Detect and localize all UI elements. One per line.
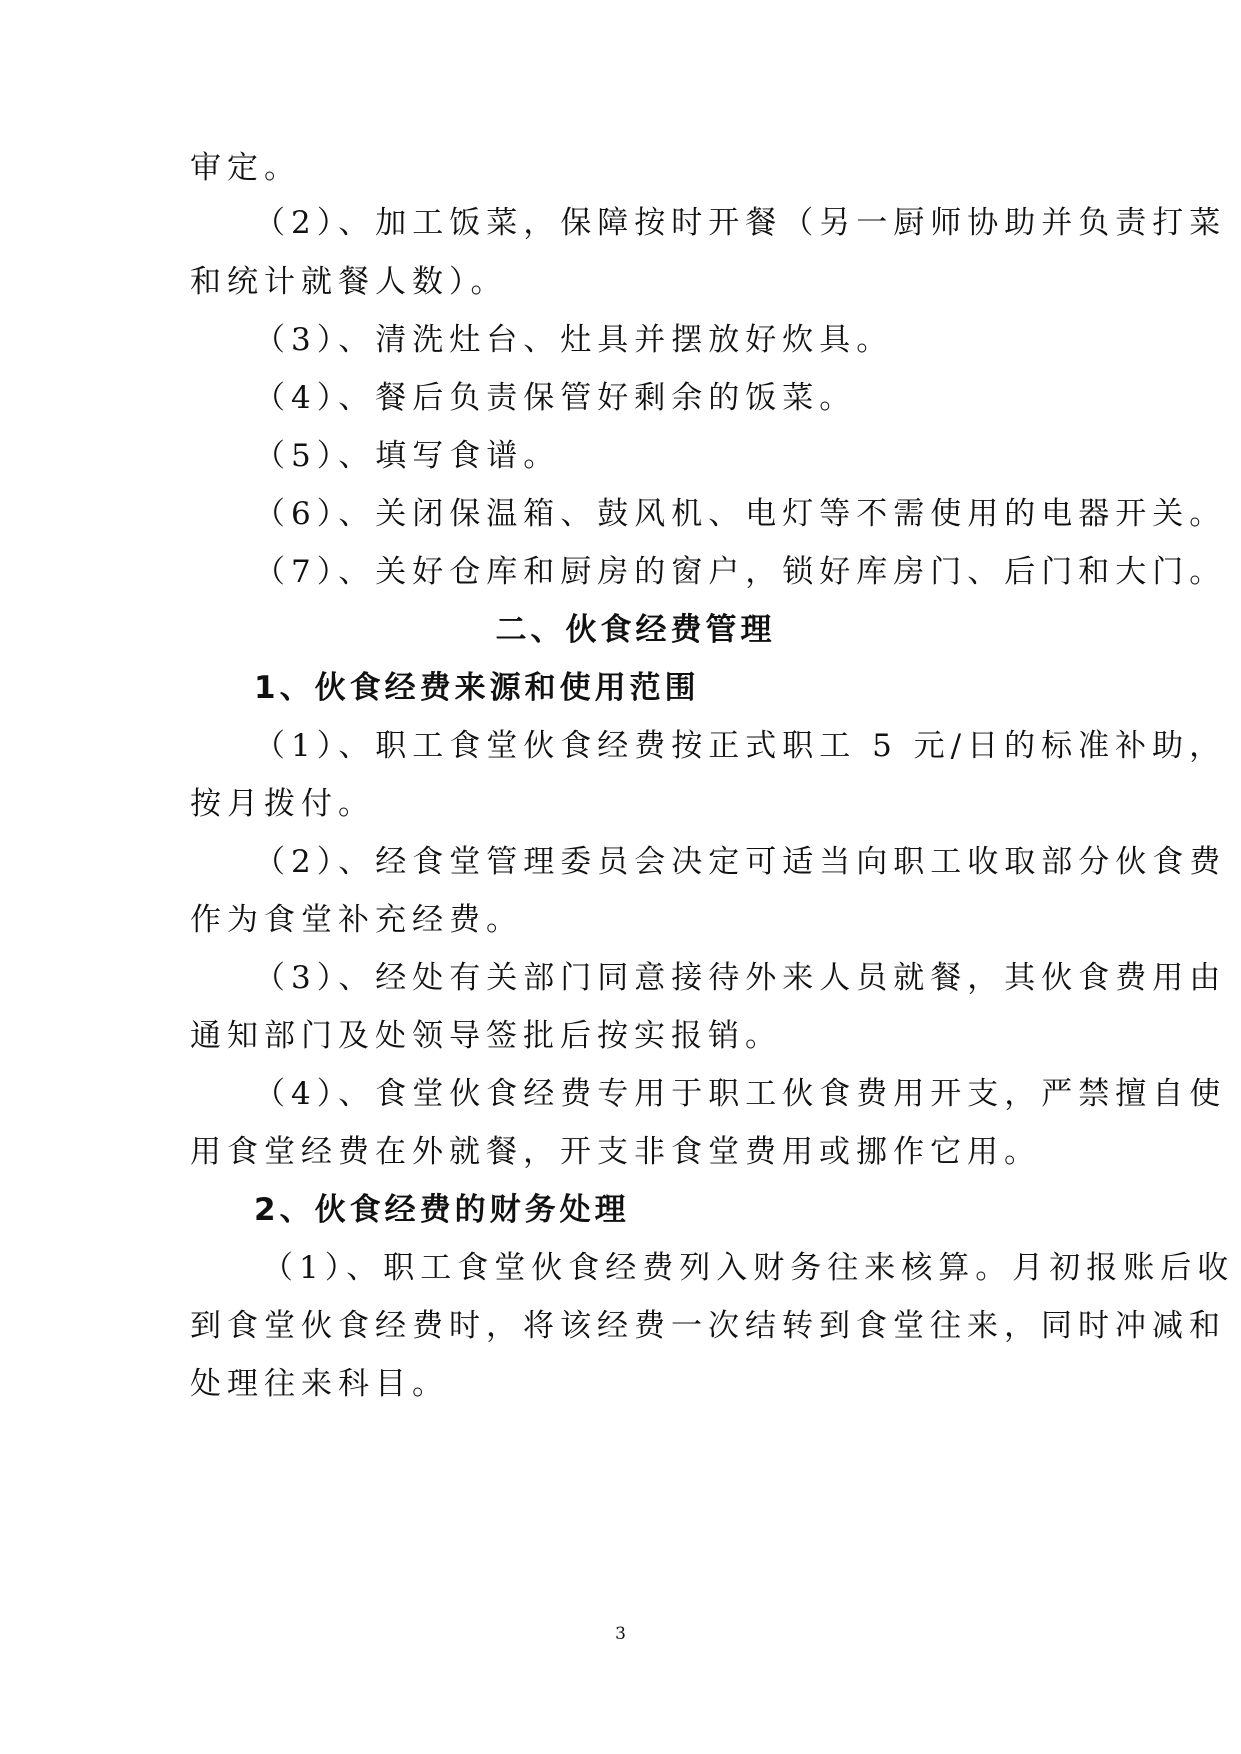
text-line: （4）、餐后负责保管好剩余的饭菜。 [254,380,857,416]
text-line: 到食堂伙食经费时，将该经费一次结转到食堂往来，同时冲减和 [190,1308,1226,1344]
text-line: 作为食堂补充经费。 [190,902,523,938]
text-line: 按月拨付。 [190,786,375,822]
text-line: （1）、职工食堂伙食经费按正式职工 5 元/日的标准补助， [254,728,1227,764]
text-line: 通知部门及处领导签批后按实报销。 [190,1018,782,1054]
subsection-title: 2、伙食经费的财务处理 [254,1192,630,1228]
text-line: （3）、清洗灶台、灶具并摆放好炊具。 [254,322,894,358]
section-title: 二、伙食经费管理 [495,612,776,648]
text-line: （3）、经处有关部门同意接待外来人员就餐，其伙食费用由 [254,960,1227,996]
subsection-title: 1、伙食经费来源和使用范围 [254,670,700,706]
text-line: （5）、填写食谱。 [254,438,561,474]
text-line: 用食堂经费在外就餐，开支非食堂费用或挪作它用。 [190,1134,1041,1170]
text-line: （1）、职工食堂伙食经费列入财务往来核算。月初报账后收 [262,1250,1235,1286]
page-number: 3 [615,1624,626,1644]
text-line: （2）、经食堂管理委员会决定可适当向职工收取部分伙食费 [254,844,1227,880]
text-line: 处理往来科目。 [190,1366,449,1402]
text-line: （2）、加工饭菜，保障按时开餐（另一厨师协助并负责打菜 [254,205,1227,241]
text-line: 审定。 [190,150,301,186]
text-line: （7）、关好仓库和厨房的窗户，锁好库房门、后门和大门。 [254,554,1227,590]
text-line: 和统计就餐人数）。 [190,264,508,300]
text-line: （4）、食堂伙食经费专用于职工伙食费用开支，严禁擅自使 [254,1076,1227,1112]
text-line: （6）、关闭保温箱、鼓风机、电灯等不需使用的电器开关。 [254,496,1227,532]
